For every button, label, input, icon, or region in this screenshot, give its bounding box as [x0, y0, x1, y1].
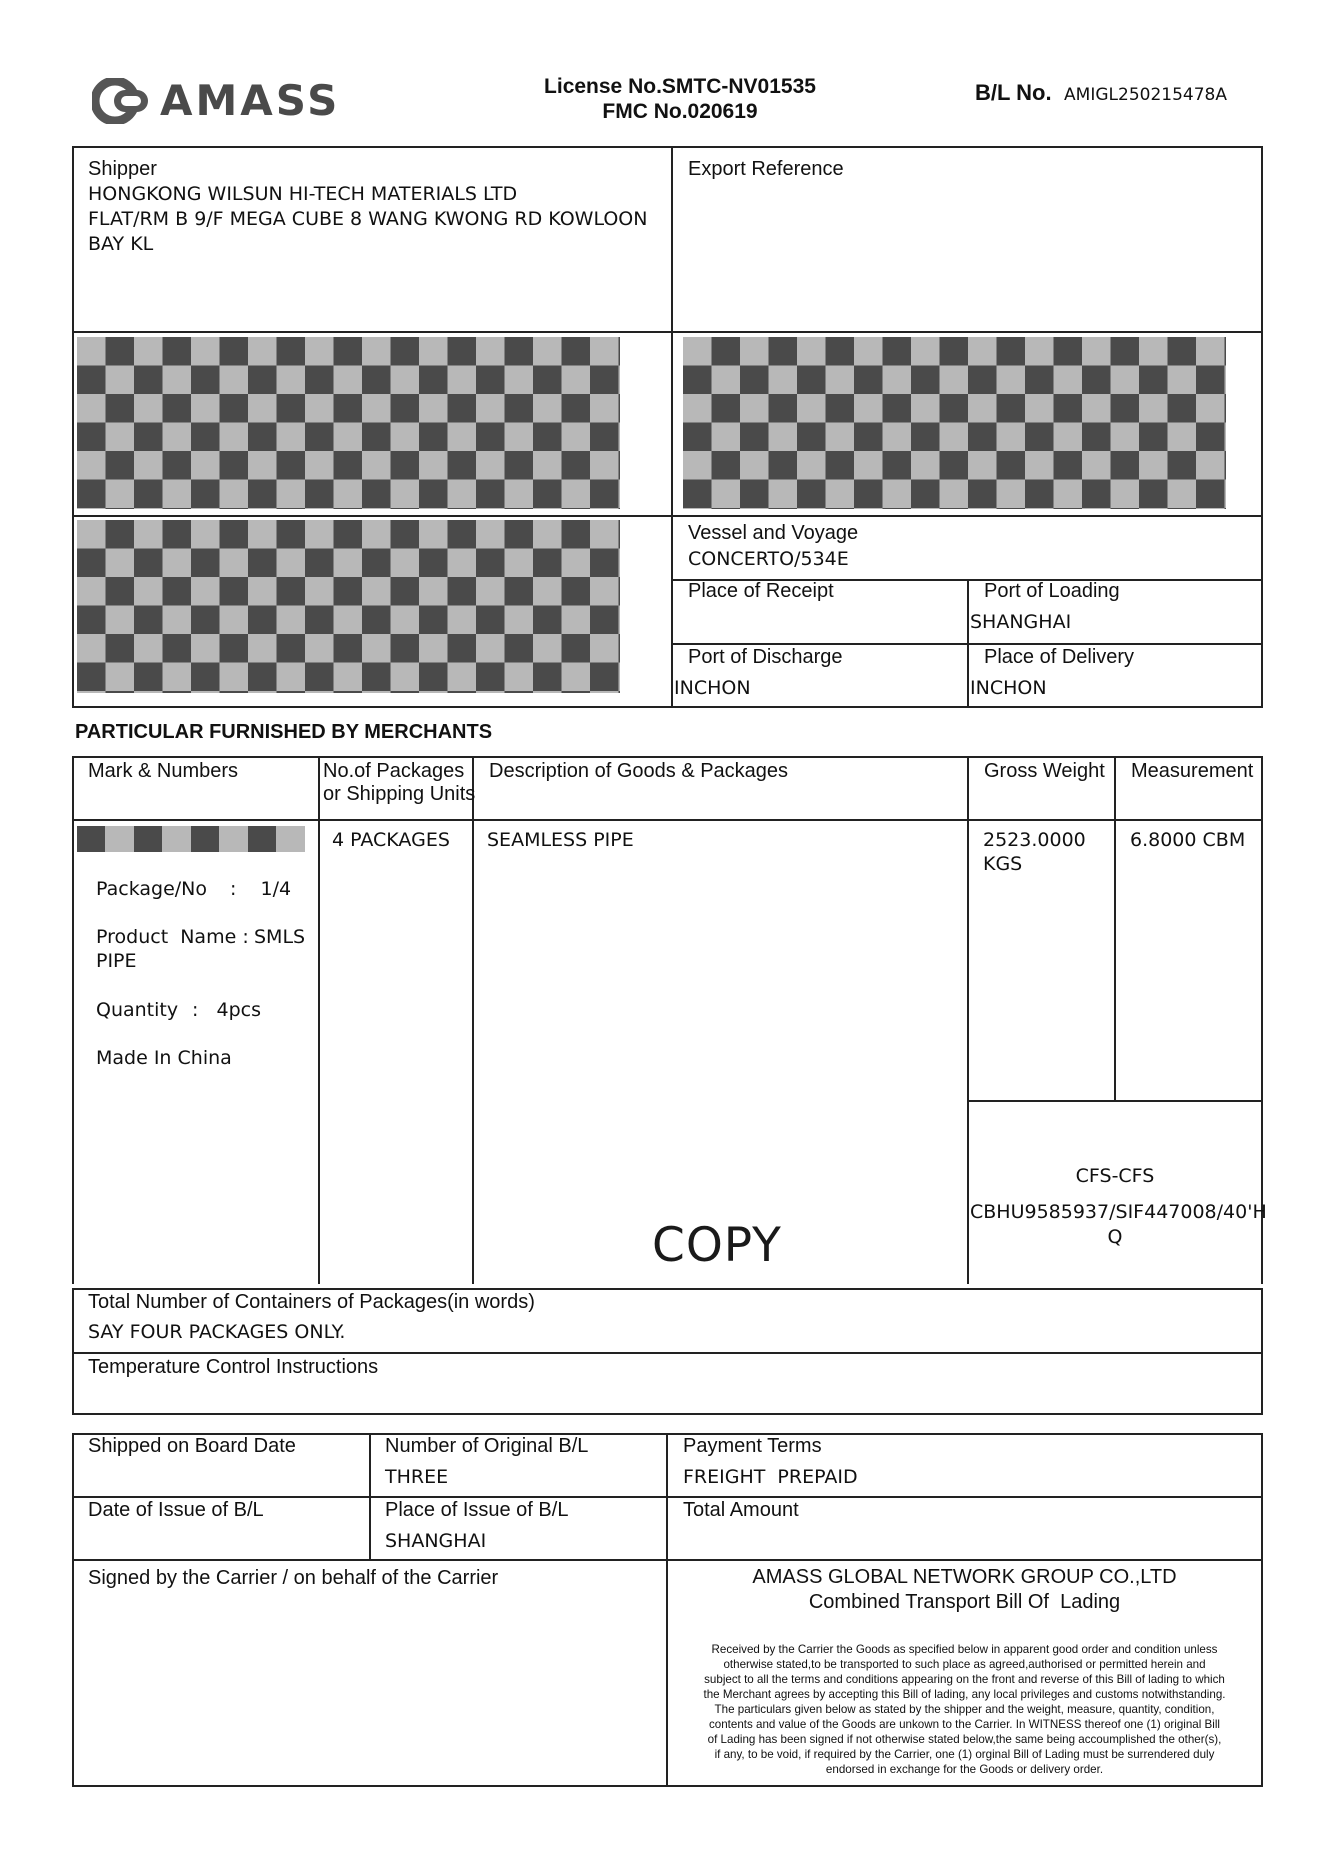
- vessel-voyage-label: Vessel and Voyage: [688, 522, 859, 544]
- export-reference-label: Export Reference: [688, 158, 844, 180]
- packages-value: 4 PACKAGES: [332, 829, 450, 851]
- terms-line: endorsed in exchange for the Goods or delivery order.: [825, 1763, 1104, 1776]
- shipper-address-line-1: FLAT/RM B 9/F MEGA CUBE 8 WANG KWONG RD KOWLOON: [88, 208, 648, 230]
- shipper-label: Shipper: [88, 158, 157, 180]
- port-of-discharge-label: Port of Discharge: [688, 646, 843, 668]
- amass-logo-mark-icon: [92, 78, 150, 124]
- license-block: [480, 74, 880, 124]
- container-number-line-1: CBHU9585937/SIF447008/40'H: [970, 1201, 1267, 1223]
- original-bl-count-value: THREE: [385, 1466, 449, 1488]
- amass-logo: [92, 76, 362, 126]
- temperature-control-label: Temperature Control Instructions: [88, 1356, 379, 1378]
- redacted-consignee-block: [77, 337, 620, 509]
- marks-package-label: Package/No: [96, 878, 207, 900]
- port-of-loading-value: SHANGHAI: [970, 611, 1072, 633]
- port-of-discharge-value: INCHON: [674, 677, 751, 699]
- payment-terms-label: Payment Terms: [683, 1435, 822, 1457]
- marks-package-value: : 1/4: [230, 878, 292, 900]
- col-gross-weight: Gross Weight: [984, 760, 1105, 782]
- total-containers-value: SAY FOUR PACKAGES ONLY.: [88, 1321, 346, 1343]
- description-value: SEAMLESS PIPE: [487, 829, 634, 851]
- signed-by-carrier-label: Signed by the Carrier / on behalf of the Carrier: [88, 1567, 499, 1589]
- bl-number-block: [975, 80, 1227, 106]
- terms-line: the Merchant agrees by accepting this Bill of lading, any local privileges and customs notwithstanding.: [703, 1688, 1226, 1701]
- copy-watermark: COPY: [652, 1218, 782, 1273]
- marks-quantity-value: : 4pcs: [192, 999, 262, 1021]
- shipper-address-line-2: BAY KL: [88, 233, 154, 255]
- carrier-name: AMASS GLOBAL NETWORK GROUP CO.,LTD: [752, 1566, 1177, 1588]
- place-of-issue-value: SHANGHAI: [385, 1530, 487, 1552]
- redacted-notify-party-block: [77, 520, 620, 693]
- bl-label: B/L No.: [975, 80, 1052, 105]
- gross-weight-value-1: 2523.0000: [983, 829, 1086, 851]
- document-title: Combined Transport Bill Of Lading: [808, 1591, 1121, 1613]
- col-marks-numbers: Mark & Numbers: [88, 760, 239, 782]
- measurement-value: 6.8000 CBM: [1130, 829, 1246, 851]
- marks-quantity-label: Quantity: [96, 999, 179, 1021]
- terms-line: The particulars given below as stated by the shipper and the weight, measure, quantity, condition,: [714, 1703, 1215, 1716]
- col-measurement: Measurement: [1131, 760, 1254, 782]
- terms-line: subject to all the terms and conditions appearing on the front and reverse of this Bill of lading to which: [704, 1673, 1225, 1686]
- marks-product-label: Product Name :: [96, 926, 249, 948]
- marks-product-value-1: SMLS: [254, 926, 306, 948]
- total-amount-label: Total Amount: [683, 1499, 799, 1521]
- col-packages-line-1: No.of Packages: [323, 760, 465, 782]
- payment-terms-value: FREIGHT PREPAID: [683, 1466, 858, 1488]
- shipped-on-board-label: Shipped on Board Date: [88, 1435, 296, 1457]
- col-packages-line-2: or Shipping Units: [323, 783, 476, 805]
- terms-line: otherwise stated,to be transported to such place as agreed,authorised or permitted herein and: [723, 1658, 1206, 1671]
- original-bl-count-label: Number of Original B/L: [385, 1435, 589, 1457]
- place-of-receipt-label: Place of Receipt: [688, 580, 834, 602]
- date-of-issue-label: Date of Issue of B/L: [88, 1499, 264, 1521]
- terms-line: if any, to be void, if required by the Carrier, one (1) orginal Bill of Lading must be surrendered duly: [714, 1748, 1215, 1761]
- total-containers-label: Total Number of Containers of Packages(in words): [88, 1291, 535, 1313]
- bl-number: AMIGL250215478A: [1064, 85, 1227, 105]
- vessel-voyage-value: CONCERTO/534E: [688, 548, 849, 570]
- particulars-section-title: PARTICULAR FURNISHED BY MERCHANTS: [75, 721, 493, 743]
- container-number-line-2: Q: [1107, 1226, 1123, 1248]
- terms-line: of Lading has been signed if not otherwise stated below,the same being accoumplished the other(s),: [707, 1733, 1222, 1746]
- gross-weight-value-2: KGS: [983, 853, 1023, 875]
- service-type: CFS-CFS: [1075, 1165, 1155, 1187]
- redacted-forwarding-agent-block: [683, 337, 1226, 509]
- amass-logo-text: AMASS: [160, 76, 341, 125]
- place-of-delivery-value: INCHON: [970, 677, 1047, 699]
- col-description: Description of Goods & Packages: [489, 760, 789, 782]
- marks-origin: Made In China: [96, 1047, 232, 1069]
- place-of-delivery-label: Place of Delivery: [984, 646, 1135, 668]
- terms-line: contents and value of the Goods are unkown to the Carrier. In WITNESS thereof one (1) original Bill: [708, 1718, 1221, 1731]
- fmc-number: FMC No.020619: [602, 100, 758, 123]
- port-of-loading-label: Port of Loading: [984, 580, 1120, 602]
- carrier-terms: [672, 1642, 1257, 1777]
- place-of-issue-label: Place of Issue of B/L: [385, 1499, 569, 1521]
- marks-product-value-2: PIPE: [96, 950, 137, 972]
- shipper-name: HONGKONG WILSUN HI-TECH MATERIALS LTD: [88, 183, 518, 205]
- terms-line: Received by the Carrier the Goods as specified below in apparent good order and condition unless: [711, 1643, 1218, 1656]
- license-number: License No.SMTC-NV01535: [544, 75, 816, 98]
- redacted-marks-strip: [77, 826, 305, 852]
